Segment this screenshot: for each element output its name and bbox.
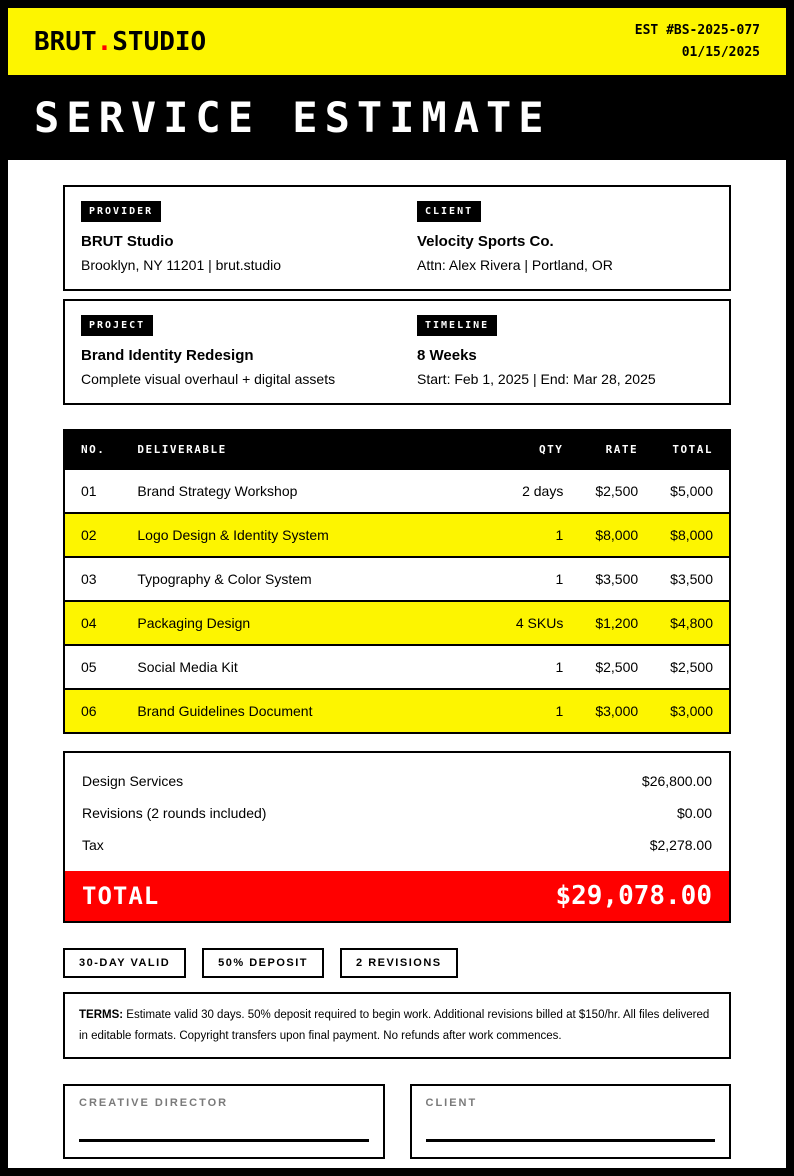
col-header-rate: RATE [579,430,654,469]
provider-details: Brooklyn, NY 11201 | brut.studio [81,257,282,273]
timeline-tag: TIMELINE [417,315,497,336]
project-name: Brand Identity Redesign [81,347,254,364]
summary-line [65,797,729,829]
row-total: $4,800 [670,615,713,631]
row-deliverable: Typography & Color System [137,571,312,587]
table-row [64,645,730,689]
row-total: $3,500 [670,571,713,587]
total-label: TOTAL [82,882,160,910]
content-area [8,160,786,1159]
table-row [64,689,730,733]
row-number: 04 [81,615,97,631]
timeline-name: 8 Weeks [417,347,477,364]
provider-name: BRUT Studio [81,233,174,250]
row-rate: $3,000 [595,703,639,719]
summary-line-value: $26,800.00 [641,773,712,789]
brand-name-left: BRUT [34,26,97,57]
row-deliverable: Packaging Design [137,615,251,631]
table-row [64,557,730,601]
summary-line-value: $0.00 [676,805,712,821]
row-number: 03 [81,571,97,587]
row-qty: 2 days [522,483,564,499]
signature-box [63,1084,385,1159]
term-badge: 30-DAY VALID [63,948,186,978]
signature-label: CREATIVE DIRECTOR [79,1097,229,1110]
signature-line[interactable] [426,1139,716,1142]
row-total: $5,000 [670,483,713,499]
estimate-date: 01/15/2025 [681,44,760,60]
summary-line-label: Design Services [82,773,184,789]
col-header-deliverable: DELIVERABLE [121,430,499,469]
timeline-section [397,315,713,387]
summary-line [65,765,729,797]
row-number: 05 [81,659,97,675]
row-rate: $2,500 [595,483,639,499]
row-number: 06 [81,703,97,719]
badges-row [63,948,731,978]
row-total: $2,500 [670,659,713,675]
client-details: Attn: Alex Rivera | Portland, OR [417,257,613,273]
row-rate: $3,500 [595,571,639,587]
deliverables-table [63,429,731,734]
table-row [64,601,730,645]
parties-box [63,185,731,291]
total-value: $29,078.00 [555,881,712,911]
row-deliverable: Social Media Kit [137,659,238,675]
summary-line [65,829,729,861]
page-title: SERVICE ESTIMATE [34,93,551,142]
estimate-number: EST #BS-2025-077 [634,23,760,39]
row-deliverable: Logo Design & Identity System [137,527,329,543]
col-header-total: TOTAL [654,430,730,469]
project-details: Complete visual overhaul + digital assets [81,371,336,387]
term-badge: 2 REVISIONS [340,948,458,978]
row-qty: 1 [555,527,564,543]
row-qty: 4 SKUs [515,615,564,631]
brand-dot: . [96,26,113,57]
header-band [8,8,786,75]
project-section [81,315,397,387]
terms-box [63,992,731,1059]
row-qty: 1 [555,659,564,675]
terms-text: Estimate valid 30 days. 50% deposit required to begin work. Additional revisions billed at $150/hr. All files delivered in editable formats. Copyright transfers upon final payment. No refunds after work commences. [79,1009,710,1042]
summary-box [63,751,731,923]
terms-label: TERMS: [79,1009,124,1021]
row-rate: $2,500 [595,659,639,675]
row-total: $8,000 [670,527,713,543]
signatures-row [63,1084,731,1159]
client-section [397,201,713,273]
summary-line-label: Revisions (2 rounds included) [82,805,267,821]
signature-line[interactable] [79,1139,369,1142]
client-name: Velocity Sports Co. [417,233,554,250]
row-number: 01 [81,483,97,499]
total-bar [65,871,729,921]
client-tag: CLIENT [417,201,481,222]
project-tag: PROJECT [81,315,153,336]
provider-tag: PROVIDER [81,201,161,222]
table-row [64,469,730,513]
summary-lines [65,753,729,871]
brand-logo [34,27,206,57]
term-badge: 50% DEPOSIT [202,948,324,978]
row-number: 02 [81,527,97,543]
summary-line-value: $2,278.00 [649,837,712,853]
brand-name-right: STUDIO [112,26,207,57]
table-row [64,513,730,557]
signature-box [410,1084,732,1159]
title-band [8,75,786,160]
signature-label: CLIENT [425,1097,478,1110]
summary-line-label: Tax [82,837,104,853]
col-header-no: NO. [64,430,121,469]
row-deliverable: Brand Strategy Workshop [137,483,298,499]
table-header [64,430,730,469]
project-box [63,299,731,405]
col-header-qty: QTY [499,430,579,469]
row-rate: $8,000 [595,527,639,543]
estimate-meta [635,20,760,63]
row-rate: $1,200 [595,615,639,631]
row-qty: 1 [555,703,564,719]
row-total: $3,000 [670,703,713,719]
timeline-details: Start: Feb 1, 2025 | End: Mar 28, 2025 [417,371,656,387]
row-deliverable: Brand Guidelines Document [137,703,313,719]
provider-section [81,201,397,273]
row-qty: 1 [555,571,564,587]
